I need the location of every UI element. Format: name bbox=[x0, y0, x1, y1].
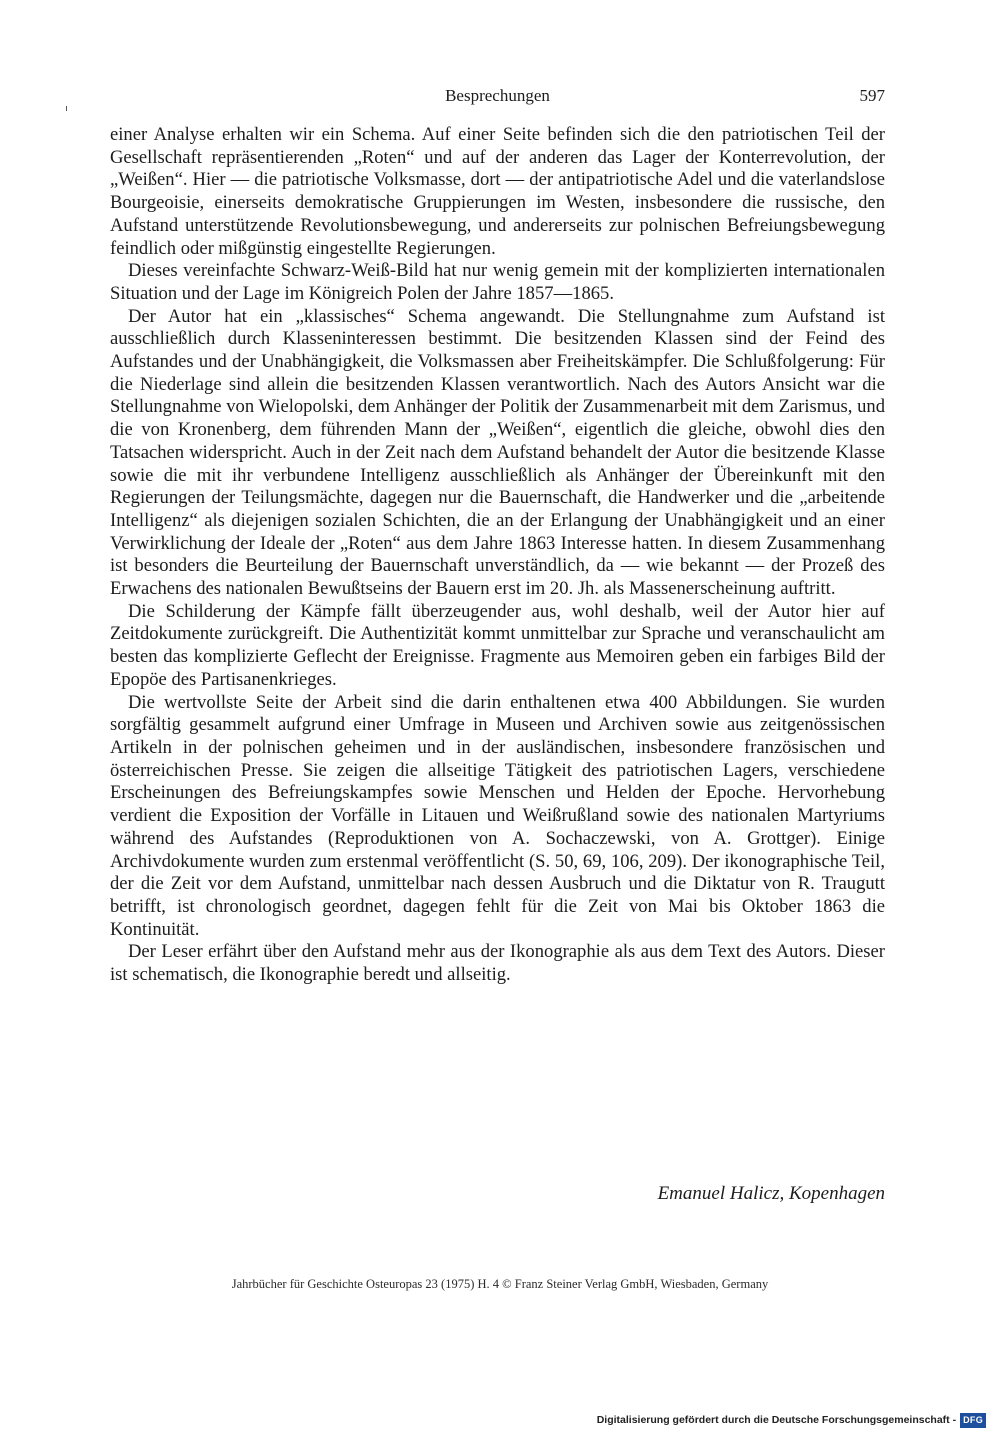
digitization-notice bbox=[597, 1411, 986, 1429]
dfg-logo-icon: DFG bbox=[960, 1413, 986, 1428]
paragraph: Dieses vereinfachte Schwarz-Weiß-Bild hat nur wenig gemein mit der komplizierten internationalen Situation und der Lage im Königreich Polen der Jahre 1857—1865. bbox=[110, 260, 885, 304]
reviewer-signature: Emanuel Halicz, Kopenhagen bbox=[657, 1183, 885, 1204]
digitization-text: Digitalisierung gefördert durch die Deutsche Forschungsgemeinschaft - bbox=[596, 1414, 957, 1426]
running-head bbox=[110, 86, 885, 110]
paragraph: Die Schilderung der Kämpfe fällt überzeugender aus, wohl deshalb, weil der Autor hier auf Zeitdokumente zurückgreift. Die Authentizität kommt unmittelbar zur Sprache und veranschaulicht am besten das komplizierte Geflecht der Ereignisse. Fragmente aus Memoiren geben ein farbiges Bild der Epopöe des Partisanenkrieges. bbox=[110, 600, 885, 690]
running-head-title: Besprechungen bbox=[445, 86, 550, 105]
paragraph: Der Leser erfährt über den Aufstand mehr aus der Ikonographie als aus dem Text des Autors. Dieser ist schematisch, die Ikonographie beredt und allseitig. bbox=[110, 941, 885, 986]
paragraph: einer Analyse erhalten wir ein Schema. Auf einer Seite befinden sich die den patriotischen Teil der Gesellschaft repräsentierenden „Roten“ und auf der anderen das Lager der Konterrevolution, der „Weißen“. Hier — die patriotische Volksmasse, dort — der antipatriotische Adel und die vaterlandslose Bourgeoisie, einerseits demokratische Gruppierungen im Westen, insbesondere die russische, den Aufstand unterstützende Revolutionsbewegung, und andererseits zur polnischen Befreiungsbewegung feindlich oder mißgünstig eingestellte Regierungen. bbox=[110, 124, 885, 259]
paragraph: Der Autor hat ein „klassisches“ Schema angewandt. Die Stellungnahme zum Aufstand ist ausschließlich durch Klasseninteressen bestimmt. Die besitzenden Klassen sind der Feind des Aufstandes und der Unabhängigkeit, die Volksmassen aber Freiheitskämpfer. Die Schlußfolgerung: Für die Niederlage sind allein die besitzenden Klassen verantwortlich. Nach des Autors Ansicht war die Stellungnahme von Wielopolski, dem Anhänger der Politik der Zusammenarbeit mit dem Zarismus, und die von Kronenberg, dem führenden Mann der „Weißen“, eigentlich die gleiche, obwohl dies den Tatsachen widerspricht. Auch in der Zeit nach dem Aufstand behandelt der Autor die besitzende Klasse sowie die mit ihr verbundene Intelligenz ausschließlich als Anhänger der Übereinkunft mit den Regierungen der Teilungsmächte, dagegen nur die Bauernschaft, die Handwerker und die „arbeitende Intelligenz“ als diejenigen sozialen Schichten, die an der Erlangung der Unabhängigkeit und an einer Verwirklichung der Ideale der „Roten“ aus dem Jahre 1863 Interesse hatten. In diesem Zusammenhang ist besonders die Beurteilung der Bauernschaft unverständlich, da — wie bekannt — der Prozeß des Erwachens des nationalen Bewußtseins der Bauern erst im 20. Jh. als Massenerscheinung auftritt. bbox=[110, 305, 885, 600]
paragraph: Die wertvollste Seite der Arbeit sind die darin enthaltenen etwa 400 Abbildungen. Sie wurden sorgfältig gesammelt aufgrund einer Umfrage in Museen und Archiven sowie aus zeitgenössischen Artikeln in der polnischen geheimen und in der ausländischen, insbesondere französischen und österreichischen Presse. Sie zeigen die allseitige Tätigkeit des patriotischen Lagers, verschiedene Erscheinungen des Befreiungskampfes sowie Menschen und Helden der Epoche. Hervorhebung verdient die Exposition der Vorfälle in Litauen und Weißrußland sowie des nationalen Martyriums während des Aufstandes (Reproduktionen von A. Sochaczewski, von A. Grottger). Einige Archivdokumente wurden zum erstenmal veröffentlicht (S. 50, 69, 106, 209). Der ikonographische Teil, der die Zeit vor dem Aufstand, unmittelbar nach dessen Ausbruch und die Diktatur von R. Traugutt betrifft, ist chronologisch geordnet, dagegen fehlt für die Zeit von Mai bis Oktober 1863 die Kontinuität. bbox=[110, 691, 885, 940]
margin-mark bbox=[66, 106, 67, 111]
review-body bbox=[110, 124, 885, 987]
journal-footer: Jahrbücher für Geschichte Osteuropas 23 (1975) H. 4 © Franz Steiner Verlag GmbH, Wiesbaden, Germany bbox=[231, 1277, 769, 1291]
page-number: 597 bbox=[859, 86, 885, 105]
